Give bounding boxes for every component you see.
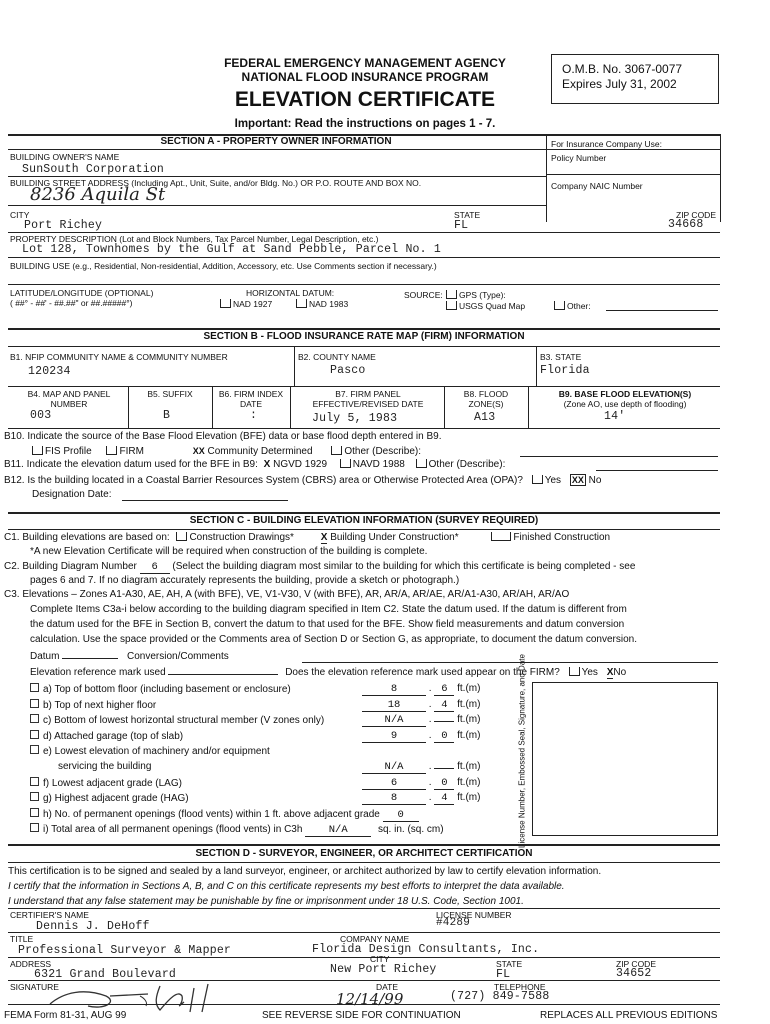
d-zip-value: 34652 (616, 967, 652, 980)
c3-item-checkbox[interactable] (30, 777, 39, 786)
b1-label: B1. NFIP COMMUNITY NAME & COMMUNITY NUMBER (10, 352, 228, 362)
property-label: PROPERTY DESCRIPTION (Lot and Block Numbers, Tax Parcel Number, Legal Description, etc.) (10, 234, 379, 244)
certifier-label: CERTIFIER'S NAME (10, 910, 89, 920)
c3-item-unit: ft.(m) (457, 729, 481, 741)
form-number: FEMA Form 81-31, AUG 99 (4, 1010, 127, 1021)
b9-sublabel: (Zone AO, use depth of flooding) (563, 399, 687, 409)
telephone-value: (727) 849-7588 (450, 990, 550, 1003)
b10-question: B10. Indicate the source of the Base Flood Elevation (BFE) data or base flood depth entered in B9. (4, 431, 442, 442)
c3-item-label: e) Lowest elevation of machinery and/or equipment (43, 746, 270, 758)
street-value: 8236 Aquila St (30, 184, 166, 205)
b3-label: B3. STATE (540, 352, 582, 362)
nad1983-option[interactable]: NAD 1983 (296, 299, 348, 309)
b5-value: B (163, 409, 171, 422)
owner-label: BUILDING OWNER'S NAME (10, 152, 120, 162)
c3-item-label: f) Lowest adjacent grade (LAG) (43, 777, 182, 789)
c3-item-decimal (434, 768, 454, 769)
usgs-option[interactable]: USGS Quad Map (446, 301, 525, 311)
b9-label: B9. BASE FLOOD ELEVATION(S) (558, 389, 692, 399)
c3-item-checkbox[interactable] (30, 745, 39, 754)
c3-line-3: the datum used for the BFE in Section B, convert the datum to that used for the BFE. Show field measurements and datum conversion (30, 619, 625, 630)
finished-construction-option[interactable]: Finished Construction (491, 532, 610, 543)
reference-mark-row: Elevation reference mark used Does the elevation reference mark used appear on the FIRM? Yes XNo (30, 667, 627, 678)
c3-item-row: g) Highest adjacent grade (HAG) 8 . 4 ft.(m) (30, 792, 498, 805)
c3-item-unit: ft.(m) (457, 714, 481, 726)
c3-line-2: Complete Items C3a-i below according to the building diagram specified in Item C2. State the datum used. If the datum is different from (30, 604, 627, 615)
certifier-value: Dennis J. DeHoff (36, 920, 150, 933)
c3-item-whole: 6 (362, 777, 426, 790)
c3-item-row: servicing the building N/A . ft.(m) (58, 761, 481, 773)
c3-item-row: f) Lowest adjacent grade (LAG) 6 . 0 ft.(m) (30, 777, 498, 790)
state-label: STATE (454, 210, 481, 220)
certification-line-3: I understand that any false statement may be punishable by fine or imprisonment under 18 U.S. Code, Section 1001. (8, 896, 524, 907)
c3-item-row: d) Attached garage (top of slab) 9 . 0 ft.(m) (30, 730, 498, 743)
c3-item-checkbox[interactable] (30, 730, 39, 739)
c3-item-label: c) Bottom of lowest horizontal structural member (V zones only) (43, 715, 325, 727)
omb-expiry: Expires July 31, 2002 (562, 77, 677, 91)
gps-option[interactable]: GPS (Type): (446, 290, 506, 300)
c3-item-checkbox[interactable] (30, 699, 39, 708)
b6-label: B6. FIRM INDEX DATE (218, 389, 284, 409)
b2-value: Pasco (330, 364, 366, 377)
c3-line-4: calculation. Use the space provided or the Comments area of Section D or Section G, as appropriate, to document the datum conversion. (30, 634, 637, 645)
c3-item-checkbox[interactable] (30, 714, 39, 723)
address-value: 6321 Grand Boulevard (34, 968, 177, 981)
c3-item-checkbox[interactable] (30, 683, 39, 692)
c3-item-unit: ft.(m) (457, 761, 481, 772)
agency-name: FEDERAL EMERGENCY MANAGEMENT AGENCY (224, 56, 506, 70)
signature-label: SIGNATURE (10, 982, 59, 992)
c3h-value: 0 (383, 809, 419, 822)
c3-item-label: a) Top of bottom floor (including basement or enclosure) (43, 684, 291, 695)
important-note: Important: Read the instructions on pages 1 - 7. (234, 118, 496, 130)
address-label: ADDRESS (10, 959, 52, 969)
c3-item-whole: N/A (362, 714, 426, 727)
seal-caption: License Number, Embossed Seal, Signature, and Date (517, 654, 527, 848)
b9-value: 14' (604, 410, 626, 423)
c3-item-label: servicing the building (58, 761, 152, 772)
navd1988-option[interactable]: NAVD 1988 (340, 459, 405, 470)
ngvd1929-option[interactable]: X NGVD 1929 (263, 459, 328, 470)
b2-label: B2. COUNTY NAME (298, 352, 376, 362)
license-label: LICENSE NUMBER (436, 910, 512, 920)
d-city-value: New Port Richey (330, 963, 437, 976)
d-state-label: STATE (496, 959, 523, 969)
b7-label: B7. FIRM PANEL EFFECTIVE/REVISED DATE (312, 389, 424, 409)
b5-label: B5. SUFFIX (147, 389, 193, 399)
construction-drawings-option[interactable]: Construction Drawings* (176, 532, 294, 543)
c3-item-whole: N/A (362, 761, 426, 774)
b12-yes-option[interactable]: Yes (532, 475, 561, 486)
state-value: FL (454, 219, 469, 232)
c3-item-decimal (434, 721, 454, 722)
program-name: NATIONAL FLOOD INSURANCE PROGRAM (241, 70, 489, 84)
c3-item-unit: ft.(m) (457, 683, 481, 694)
other-describe-option[interactable]: Other (Describe): (331, 446, 421, 457)
c3-item-checkbox[interactable] (30, 792, 39, 801)
section-d-heading: SECTION D - SURVEYOR, ENGINEER, OR ARCHITECT CERTIFICATION (195, 848, 533, 859)
c3-item-label: b) Top of next higher floor (43, 699, 157, 711)
b11-other-option[interactable]: Other (Describe): (416, 459, 506, 470)
under-construction-option[interactable]: X Building Under Construction* (320, 532, 459, 543)
fis-profile-option[interactable]: FIS Profile (32, 446, 92, 457)
replaces-note: REPLACES ALL PREVIOUS EDITIONS (540, 1010, 718, 1021)
c3-item-decimal: 0 (434, 777, 454, 790)
c1-note: *A new Elevation Certificate will be required when construction of the building is complete. (30, 546, 428, 557)
c3-item-whole: 8 (362, 683, 426, 696)
c3-item-label: d) Attached garage (top of slab) (43, 730, 184, 742)
naic-label: Company NAIC Number (551, 181, 643, 191)
other-source-option[interactable]: Other: (554, 301, 591, 311)
ref-mark-yes-option[interactable]: Yes (569, 667, 598, 678)
c3-item-row: b) Top of next higher floor 18 . 4 ft.(m) (30, 699, 498, 712)
c3-item-label: g) Highest adjacent grade (HAG) (43, 793, 189, 805)
c3i-row: i) Total area of all permanent openings (flood vents) in C3h N/A sq. in. (sq. cm) (30, 823, 444, 837)
latlong-format: ( ##° - ##' - ##.##" or ##.#####°) (10, 298, 133, 308)
building-use-label: BUILDING USE (e.g., Residential, Non-residential, Addition, Accessory, etc. Use Comments section if necessary.) (10, 261, 437, 271)
c3-item-row (30, 745, 498, 758)
omb-box (551, 54, 719, 104)
c3-item-decimal: 6 (434, 683, 454, 696)
page-title: ELEVATION CERTIFICATE (234, 88, 496, 111)
c3i-value: N/A (305, 824, 371, 837)
title-label: TITLE (10, 934, 34, 944)
company-value: Florida Design Consultants, Inc. (312, 943, 540, 956)
c3h-row: h) No. of permanent openings (flood vents) within 1 ft. above adjacent grade 0 (30, 808, 419, 822)
certification-line-2: I certify that the information in Sections A, B, and C on this certificate represents my best efforts to interpret the data available. (8, 881, 565, 892)
c3-item-unit: ft.(m) (457, 698, 481, 710)
c3-item-unit: ft.(m) (457, 776, 481, 788)
section-a-heading: SECTION A - PROPERTY OWNER INFORMATION (160, 136, 392, 147)
c2-line-2: pages 6 and 7. If no diagram accurately represents the building, provide a sketch or photograph.) (30, 575, 460, 586)
title-value: Professional Surveyor & Mapper (18, 944, 232, 957)
c3-item-decimal: 4 (434, 792, 454, 805)
zip-value: 34668 (668, 218, 704, 231)
b1-value: 120234 (28, 365, 71, 378)
b8-label: B8. FLOOD ZONE(S) (463, 389, 509, 409)
c3-item-row: a) Top of bottom floor (including basement or enclosure) 8 . 6 ft.(m) (30, 683, 498, 696)
owner-value: SunSouth Corporation (22, 163, 165, 176)
city-value: Port Richey (24, 219, 103, 232)
firm-option[interactable]: FIRM (106, 446, 143, 457)
ref-mark-no-option[interactable]: XNo (606, 667, 627, 678)
b12-question: B12. Is the building located in a Coastal Barrier Resources System (CBRS) area or Otherwise Protected Area (OPA)? Yes XX No (4, 475, 602, 486)
c3-item-decimal: 0 (434, 730, 454, 743)
b11-question: B11. Indicate the elevation datum used for the BFE in B9: X NGVD 1929 NAVD 1988 Other (Describe): (4, 459, 506, 470)
latlong-label: LATITUDE/LONGITUDE (OPTIONAL) (10, 288, 154, 298)
city-label: CITY (10, 210, 30, 220)
policy-number-label: Policy Number (551, 153, 607, 163)
b3-value: Florida (540, 364, 590, 377)
horizontal-datum-label: HORIZONTAL DATUM: (246, 288, 335, 298)
datum-row: Datum Conversion/Comments (30, 651, 229, 662)
b6-value: : (250, 409, 258, 422)
c2-diagram-number: 6 (140, 561, 170, 574)
telephone-label: TELEPHONE (494, 982, 546, 992)
section-c-heading: SECTION C - BUILDING ELEVATION INFORMATION (SURVEY REQUIRED) (189, 515, 539, 526)
insurance-use-label: For Insurance Company Use: (551, 139, 663, 149)
community-determined-option[interactable]: XX Community Determined (192, 446, 313, 457)
date-value: 12/14/99 (336, 990, 404, 1008)
section-b-heading: SECTION B - FLOOD INSURANCE RATE MAP (FIRM) INFORMATION (203, 331, 525, 342)
d-state-value: FL (496, 968, 511, 981)
nad1927-option[interactable]: NAD 1927 (220, 299, 272, 309)
seal-box (532, 682, 718, 836)
c3-item-decimal: 4 (434, 699, 454, 712)
c3-item-unit: ft.(m) (457, 792, 481, 804)
b8-value: A13 (474, 411, 496, 424)
street-label: BUILDING STREET ADDRESS (Including Apt., Unit, Suite, and/or Bldg. No.) OR P.O. ROUTE AND BOX NO. (10, 178, 422, 188)
b12-no-option[interactable]: XX No (571, 475, 602, 486)
c3-item-whole: 8 (362, 792, 426, 805)
company-label: COMPANY NAME (340, 934, 410, 944)
d-zip-label: ZIP CODE (616, 959, 656, 969)
c1-question: C1. Building elevations are based on: Construction Drawings* X Building Under Construction* Finished Construction (4, 532, 611, 543)
license-value: #4289 (436, 917, 471, 929)
date-label: DATE (376, 982, 399, 992)
b10-options (32, 445, 421, 458)
b7-value: July 5, 1983 (312, 412, 398, 425)
c2-line: C2. Building Diagram Number 6 (Select the building diagram most similar to the building for which this certificate is being completed - see (4, 561, 636, 573)
property-value: Lot 128, Townhomes by the Gulf at Sand Pebble, Parcel No. 1 (22, 243, 441, 256)
d-city-label: CITY (370, 954, 390, 964)
b4-label: B4. MAP AND PANEL NUMBER (27, 389, 111, 409)
zip-label: ZIP CODE (676, 210, 716, 220)
c3-item-whole: 9 (362, 730, 426, 743)
reverse-note: SEE REVERSE SIDE FOR CONTINUATION (262, 1010, 461, 1021)
c3-line-1: C3. Elevations – Zones A1-A30, AE, AH, A (with BFE), VE, V1-V30, V (with BFE), AR, AR/A, AR/AE, AR/A1-A30, AR/AH, AR/AO (4, 589, 570, 600)
certification-line-1: This certification is to be signed and sealed by a land surveyor, engineer, or architect authorized by law to certify elevation information. (8, 866, 602, 877)
b12-designation-date: Designation Date: (32, 489, 112, 500)
source-label: SOURCE: (404, 290, 443, 300)
omb-number: O.M.B. No. 3067-0077 (562, 62, 683, 76)
b4-value: 003 (30, 409, 52, 422)
c3-item-whole: 18 (362, 699, 426, 712)
c3-item-row: c) Bottom of lowest horizontal structural member (V zones only) N/A . ft.(m) (30, 714, 498, 727)
